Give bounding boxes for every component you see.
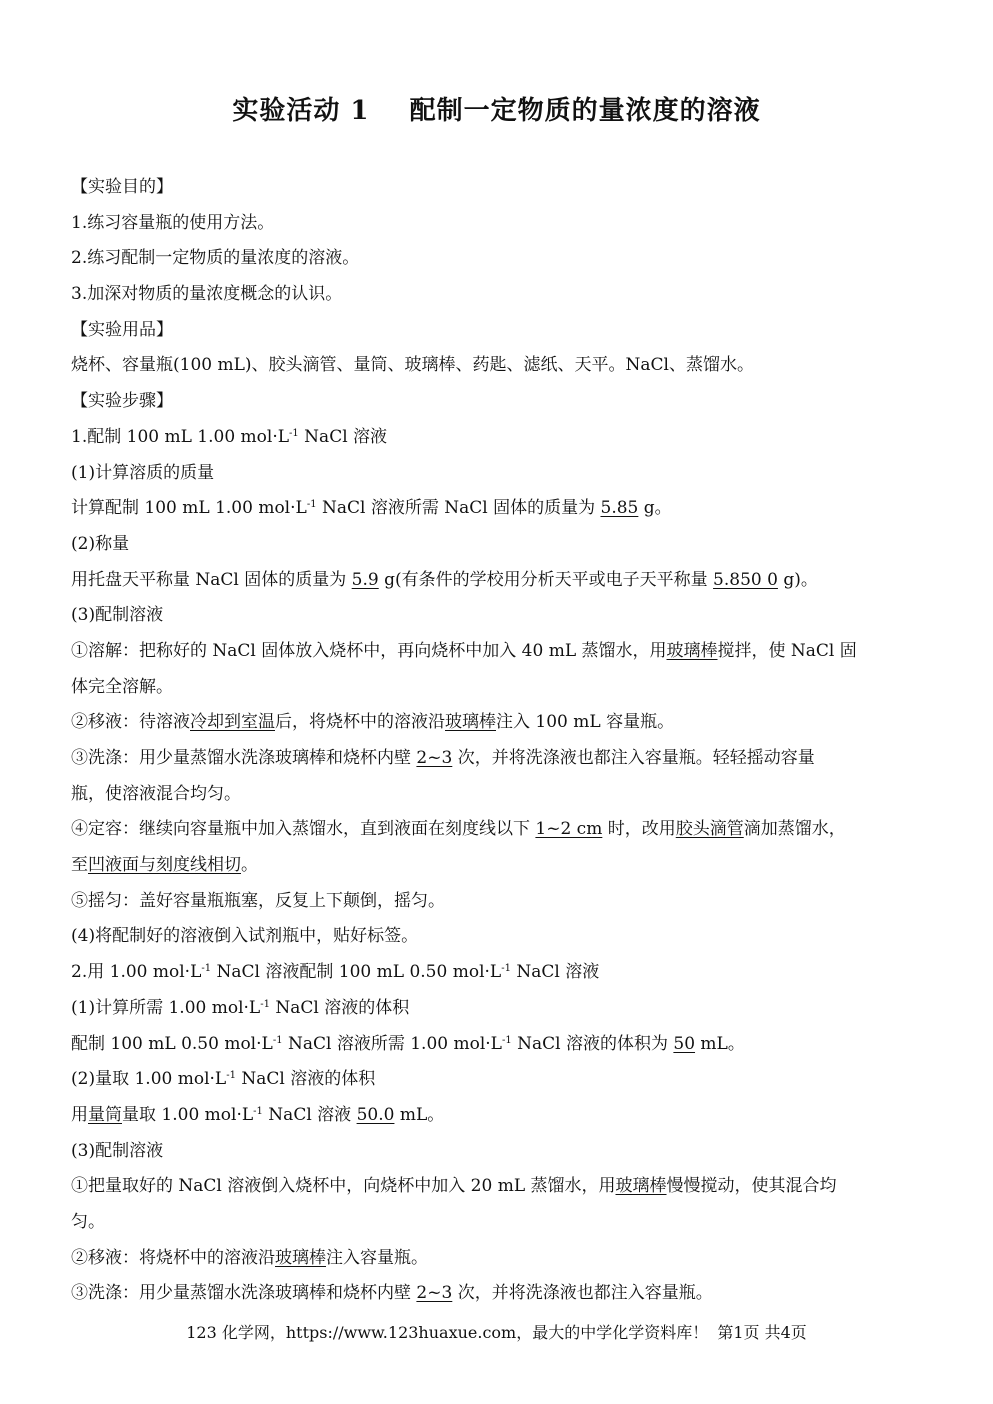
text-segment: 【实验步骤】 — [71, 391, 173, 412]
text-segment: 搅拌，使 NaCl 固 — [717, 640, 857, 661]
text-segment: 。 — [241, 855, 258, 876]
answer-blank: 量筒 — [88, 1104, 122, 1125]
text-line — [71, 991, 919, 1027]
text-segment: g(有条件的学校用分析天平或电子天平称量 — [378, 569, 714, 590]
text-segment: NaCl 溶液 — [510, 962, 600, 983]
text-line — [71, 1098, 919, 1134]
page-footer — [0, 1320, 993, 1343]
text-segment: 体完全溶解。 — [71, 676, 173, 697]
text-line — [71, 241, 919, 277]
superscript: -1 — [306, 499, 317, 511]
superscript: -1 — [272, 1034, 283, 1046]
text-segment: (1)计算溶质的质量 — [71, 462, 215, 483]
text-segment: 用 — [71, 1104, 88, 1125]
answer-blank: 玻璃棒 — [445, 712, 496, 733]
text-segment: mL。 — [695, 1033, 745, 1054]
text-segment: 次，并将洗涤液也都注入容量瓶。轻轻摇动容量 — [452, 748, 815, 768]
superscript: -1 — [501, 1034, 512, 1046]
text-segment: 烧杯、容量瓶(100 mL)、胶头滴管、量筒、玻璃棒、药匙、滤纸、天平。NaCl、蒸馏水。 — [71, 355, 754, 376]
text-line — [71, 1169, 919, 1205]
answer-blank: 2~3 — [416, 1283, 453, 1304]
answer-blank: 凹液面与刻度线相切 — [88, 855, 241, 876]
text-segment: NaCl 溶液 — [262, 1104, 357, 1125]
text-segment: 【实验用品】 — [71, 319, 173, 340]
document-body — [71, 170, 919, 1312]
superscript: -1 — [501, 963, 511, 975]
text-segment: ①溶解：把称好的 NaCl 固体放入烧杯中，再向烧杯中加入 40 mL 蒸馏水，用 — [71, 640, 667, 661]
answer-blank: 5.85 — [600, 498, 639, 519]
text-line — [71, 456, 919, 492]
text-line — [71, 955, 919, 991]
text-segment: (4)将配制好的溶液倒入试剂瓶中，贴好标签。 — [71, 926, 419, 947]
text-segment: g)。 — [777, 569, 818, 590]
text-line — [71, 919, 919, 955]
text-segment: 3.加深对物质的量浓度概念的认识。 — [71, 284, 343, 305]
text-line — [71, 170, 919, 206]
text-segment: 时，改用 — [602, 819, 676, 840]
text-line — [71, 1027, 919, 1063]
answer-blank: 50 — [673, 1033, 696, 1054]
text-line — [71, 384, 919, 420]
answer-blank: 胶头滴管 — [675, 819, 744, 840]
text-line — [71, 1134, 919, 1170]
text-segment: (3)配制溶液 — [71, 1140, 164, 1161]
text-segment: ①把量取好的 NaCl 溶液倒入烧杯中，向烧杯中加入 20 mL 蒸馏水，用 — [71, 1176, 616, 1197]
text-line — [71, 420, 919, 456]
text-segment: ③洗涤：用少量蒸馏水洗涤玻璃棒和烧杯内壁 — [71, 1283, 417, 1304]
text-line — [71, 1062, 919, 1098]
text-line — [71, 527, 919, 563]
text-segment: 计算配制 100 mL 1.00 mol·L — [71, 498, 307, 519]
text-line — [71, 812, 919, 848]
text-segment: ④定容：继续向容量瓶中加入蒸馏水，直到液面在刻度线以下 — [71, 819, 536, 840]
superscript: -1 — [260, 998, 270, 1010]
superscript: -1 — [201, 963, 212, 975]
answer-blank: 2~3 — [416, 748, 453, 768]
text-line — [71, 741, 919, 777]
answer-blank: 1~2 cm — [535, 819, 603, 840]
text-line — [71, 1205, 919, 1241]
text-segment: (2)量取 1.00 mol·L — [71, 1069, 227, 1090]
text-segment: mL。 — [394, 1104, 445, 1125]
text-segment: 注入容量瓶。 — [326, 1247, 428, 1268]
text-segment: 量取 1.00 mol·L — [122, 1104, 254, 1125]
text-line — [71, 598, 919, 634]
superscript: -1 — [226, 1070, 236, 1082]
text-line — [71, 705, 919, 741]
text-line — [71, 848, 919, 884]
page-title: 实验活动 1 配制一定物质的量浓度的溶液 — [232, 96, 761, 126]
text-segment: 滴加蒸馏水， — [743, 819, 846, 840]
text-segment: NaCl 溶液 — [298, 426, 388, 447]
text-segment: NaCl 溶液所需 1.00 mol·L — [282, 1033, 502, 1054]
text-segment: NaCl 溶液的体积为 — [511, 1033, 674, 1054]
answer-blank: 玻璃棒 — [275, 1247, 326, 1268]
text-segment: NaCl 溶液配制 100 mL 0.50 mol·L — [211, 962, 502, 983]
text-segment: ②移液：将烧杯中的溶液沿 — [71, 1247, 275, 1268]
text-line — [71, 277, 919, 313]
answer-blank: 5.9 — [351, 569, 379, 590]
text-segment: 后，将烧杯中的溶液沿 — [275, 712, 445, 733]
text-segment: g。 — [638, 498, 672, 519]
text-segment: 次，并将洗涤液也都注入容量瓶。 — [452, 1283, 713, 1304]
text-segment: ③洗涤：用少量蒸馏水洗涤玻璃棒和烧杯内壁 — [71, 748, 417, 768]
text-line — [71, 563, 919, 599]
text-line — [71, 670, 919, 706]
superscript: -1 — [253, 1105, 263, 1117]
text-segment: NaCl 溶液的体积 — [235, 1069, 376, 1090]
text-segment: 1.练习容量瓶的使用方法。 — [71, 212, 275, 233]
text-segment: NaCl 溶液所需 NaCl 固体的质量为 — [316, 498, 601, 519]
answer-blank: 冷却到室温 — [190, 712, 275, 733]
text-line — [71, 206, 919, 242]
text-line — [71, 348, 919, 384]
text-segment: 配制 100 mL 0.50 mol·L — [71, 1033, 273, 1054]
text-segment: NaCl 溶液的体积 — [269, 997, 410, 1018]
text-segment: 匀。 — [71, 1211, 105, 1232]
text-line — [71, 777, 919, 813]
text-line — [71, 491, 919, 527]
text-segment: 注入 100 mL 容量瓶。 — [496, 712, 675, 733]
superscript: -1 — [289, 427, 299, 439]
text-segment: 至 — [71, 855, 88, 876]
footer-site-info: 123 化学网，https://www.123huaxue.com，最大的中学化学资料库！ — [186, 1323, 709, 1342]
text-segment: 2.练习配制一定物质的量浓度的溶液。 — [71, 248, 360, 269]
text-line — [71, 313, 919, 349]
answer-blank: 玻璃棒 — [615, 1176, 667, 1197]
answer-blank: 玻璃棒 — [666, 640, 718, 661]
text-segment: ⑤摇匀：盖好容量瓶瓶塞，反复上下颠倒，摇匀。 — [71, 890, 445, 911]
text-segment: 瓶，使溶液混合均匀。 — [71, 783, 241, 804]
answer-blank: 5.850 0 — [713, 569, 778, 590]
text-line — [71, 884, 919, 920]
text-line — [71, 1241, 919, 1277]
text-segment: 【实验目的】 — [71, 177, 173, 197]
text-line — [71, 634, 919, 670]
text-segment: (2)称量 — [71, 533, 130, 554]
text-segment: (1)计算所需 1.00 mol·L — [71, 997, 261, 1018]
text-segment: (3)配制溶液 — [71, 605, 164, 626]
text-segment: 用托盘天平称量 NaCl 固体的质量为 — [71, 569, 352, 590]
answer-blank: 50.0 — [356, 1104, 395, 1125]
text-line — [71, 1276, 919, 1312]
text-segment: 2.用 1.00 mol·L — [71, 962, 202, 983]
footer-page-number: 第1页 共4页 — [717, 1323, 807, 1342]
text-segment: 慢慢搅动，使其混合均 — [666, 1176, 837, 1197]
text-segment: ②移液：待溶液 — [71, 712, 190, 733]
text-segment: 1.配制 100 mL 1.00 mol·L — [71, 426, 290, 447]
